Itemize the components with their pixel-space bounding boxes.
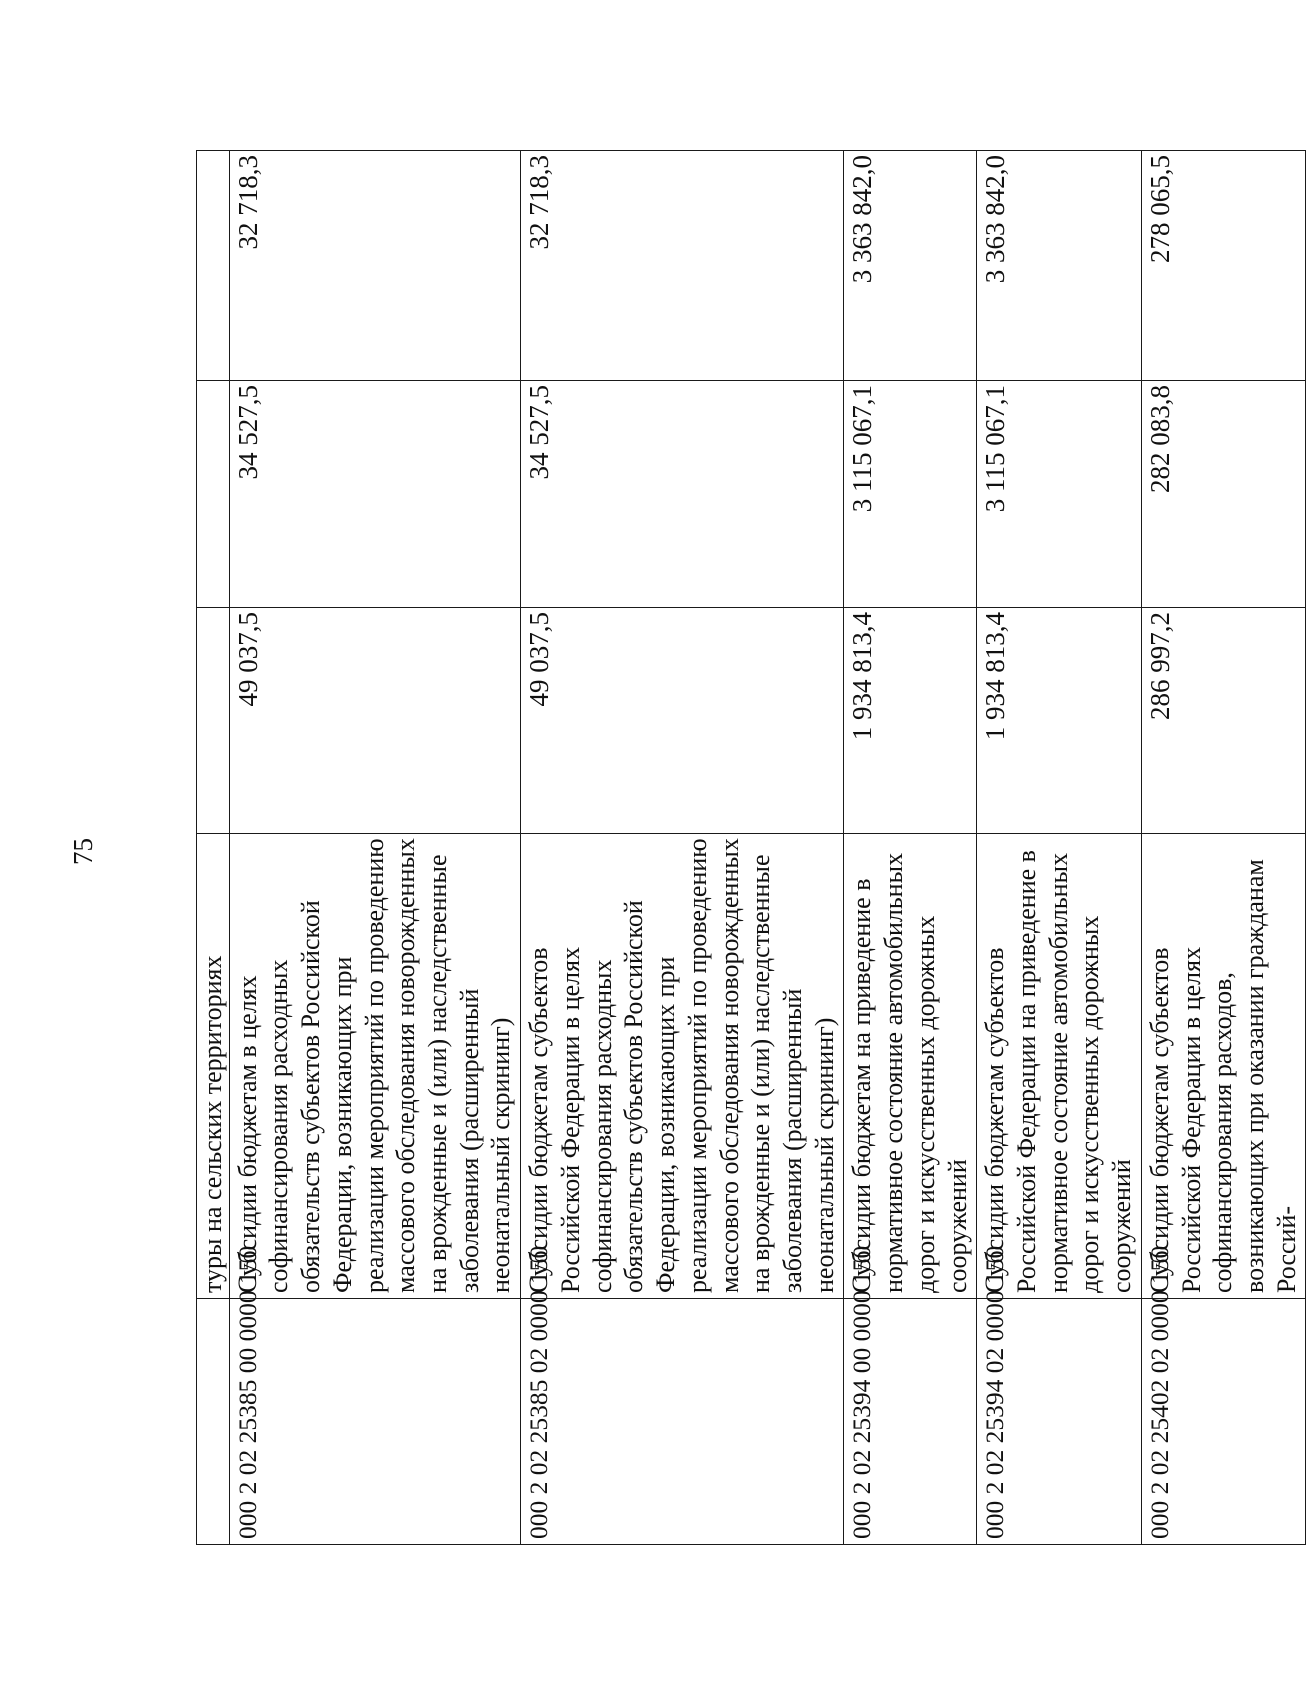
carryover-name-cell: туры на сельских территориях: [197, 834, 230, 1299]
amount-cell-1: 286 997,2: [1141, 608, 1306, 834]
amount-cell-3: 32 718,3: [229, 151, 520, 381]
table-row: [229, 151, 520, 1545]
amount-cell-3: 32 718,3: [521, 151, 844, 381]
table-row: [844, 151, 977, 1545]
income-code-cell: 000 2 02 25394 00 0000 150: [844, 1299, 977, 1545]
carryover-value-cell: [197, 608, 230, 834]
amount-cell-2: 3 115 067,1: [844, 381, 977, 608]
amount-cell-1: 1 934 813,4: [844, 608, 977, 834]
income-code-cell: 000 2 02 25402 02 0000 150: [1141, 1299, 1306, 1545]
income-code-cell: 000 2 02 25385 00 0000 150: [229, 1299, 520, 1545]
income-code-cell: 000 2 02 25385 02 0000 150: [521, 1299, 844, 1545]
amount-cell-3: 3 363 842,0: [844, 151, 977, 381]
income-name-cell: Субсидии бюджетам субъектов Российской Федерации на приведение в нормативное состояние автомобильных дорог и искусственных дорожных сооружений: [977, 834, 1142, 1299]
carryover-code-cell: [197, 1299, 230, 1545]
income-code-cell: 000 2 02 25394 02 0000 150: [977, 1299, 1142, 1545]
amount-cell-2: 34 527,5: [229, 381, 520, 608]
amount-cell-2: 34 527,5: [521, 381, 844, 608]
amount-cell-3: 3 363 842,0: [977, 151, 1142, 381]
amount-cell-2: 3 115 067,1: [977, 381, 1142, 608]
carryover-value-cell: [197, 381, 230, 608]
income-name-cell: Субсидии бюджетам на приведение в нормативное состояние автомобильных дорог и искусственных дорожных сооружений: [844, 834, 977, 1299]
table-row: [521, 151, 844, 1545]
income-name-cell: Субсидии бюджетам субъектов Российской Федерации в целях софинансирования расходных обязательств субъектов Российской Федерации, возникающих при реализации мероприятий по проведению массового обследования новорожденных на врожденные и (или) наследственные заболевания (расширенный неонатальный скрининг): [521, 834, 844, 1299]
amount-cell-2: 282 083,8: [1141, 381, 1306, 608]
table-row: [977, 151, 1142, 1545]
carryover-row: [197, 151, 230, 1545]
amount-cell-1: 49 037,5: [521, 608, 844, 834]
table-row: [1141, 151, 1306, 1545]
carryover-value-cell: [197, 151, 230, 381]
income-name-cell: Субсидии бюджетам субъектов Российской Федерации в целях софинансирования расходов, возникающих при оказании гражданам Россий-: [1141, 834, 1306, 1299]
amount-cell-3: 278 065,5: [1141, 151, 1306, 381]
budget-table: [196, 150, 1306, 1545]
income-name-cell: Субсидии бюджетам в целях софинансирования расходных обязательств субъектов Российской Федерации, возникающих при реализации мероприятий по проведению массового обследования новорожденных на врожденные и (или) наследственные заболевания (расширенный неонатальный скрининг): [229, 834, 520, 1299]
page-number: 75: [68, 838, 98, 865]
amount-cell-1: 1 934 813,4: [977, 608, 1142, 834]
amount-cell-1: 49 037,5: [229, 608, 520, 834]
